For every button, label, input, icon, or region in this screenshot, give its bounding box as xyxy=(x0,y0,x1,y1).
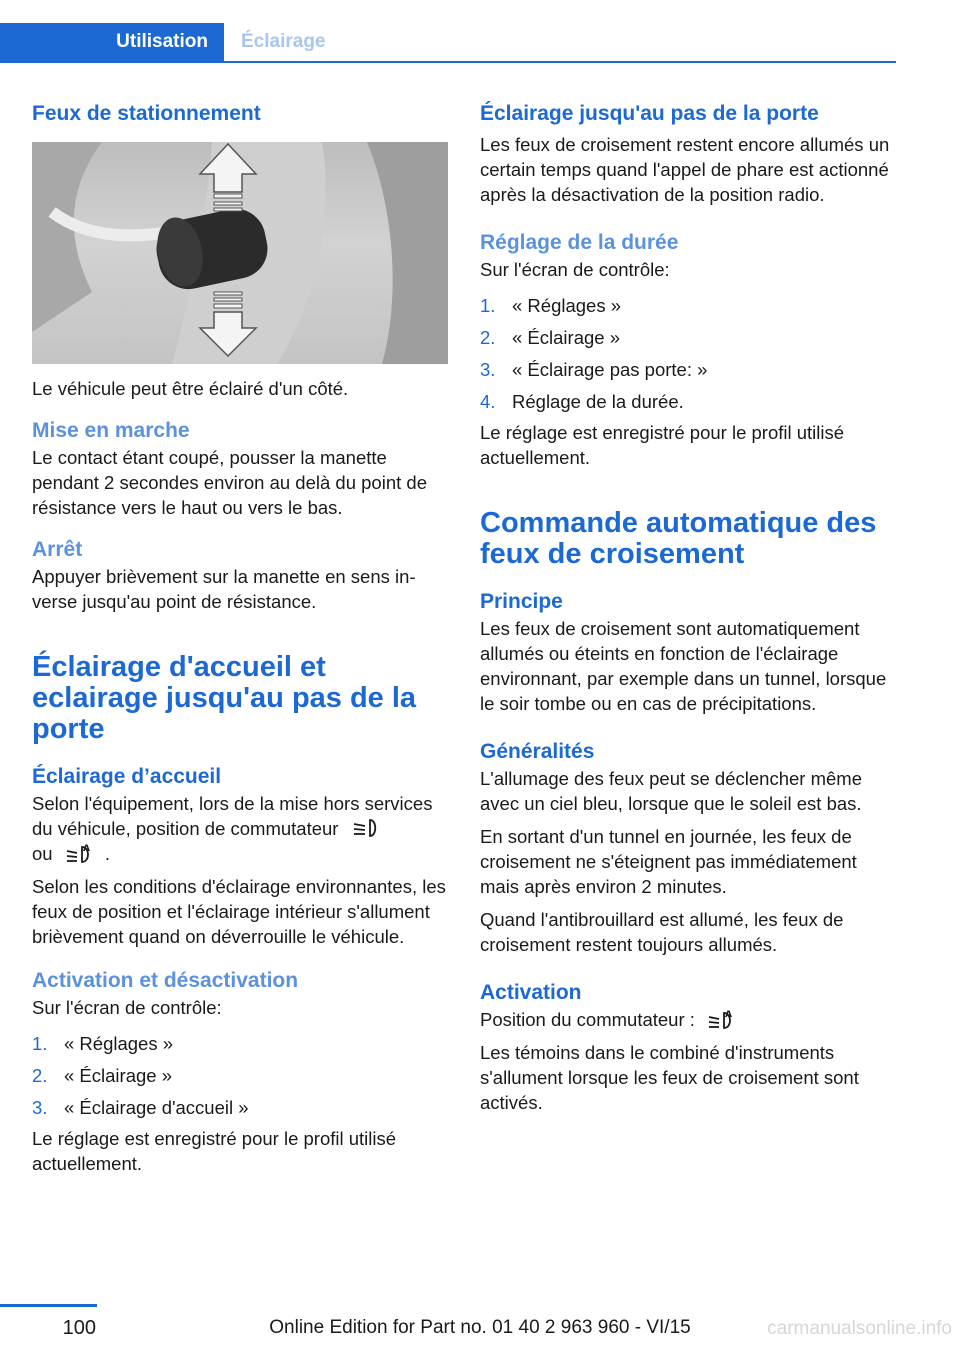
footer-edition: Online Edition for Part no. 01 40 2 963 960 - VI/15 xyxy=(269,1317,691,1338)
welcome-text-part-c: . xyxy=(104,843,110,864)
door-light-title: Éclairage jusqu'au pas de la porte xyxy=(480,102,819,125)
auto-beam-section-heading: Commande automatique des feux de croisement xyxy=(480,507,877,570)
welcome-light-title: Éclairage d’accueil xyxy=(32,765,222,788)
svg-text:A: A xyxy=(725,1010,733,1020)
step-number: 1. xyxy=(32,1033,48,1054)
duration-intro: Sur l'écran de contrôle: xyxy=(480,259,670,280)
list-item xyxy=(480,290,896,322)
duration-title: Réglage de la durée xyxy=(480,231,679,254)
list-item xyxy=(480,322,896,354)
activation-note: Le réglage est enregistré pour le profil utilisé actuellement. xyxy=(32,1128,397,1174)
low-beam-icon xyxy=(350,817,380,839)
page-number: 100 xyxy=(62,1317,96,1339)
general-text-1: L'allumage des feux peut se déclencher même avec un ciel bleu, lorsque que le soleil est bas. xyxy=(480,768,862,814)
welcome-section-heading: Éclairage d'accueil et eclairage jusqu'au pas de la porte xyxy=(32,651,417,745)
auto-activation-text-1 xyxy=(480,1007,896,1032)
switch-position-label: Position du commutateur : xyxy=(480,1009,695,1030)
step-number: 2. xyxy=(480,327,496,348)
parking-caption: Le véhicule peut être éclairé d'un côté. xyxy=(32,378,349,399)
list-item xyxy=(32,1028,448,1060)
step-text: « Réglages » xyxy=(512,295,622,316)
left-column xyxy=(32,100,448,1176)
stalk-photo xyxy=(32,142,448,364)
door-light-text: Les feux de croisement restent encore allumés un certain temps quand l'appel de phare est actionné après la désactivation de la position radio. xyxy=(480,134,890,205)
step-number: 1. xyxy=(480,295,496,316)
list-item xyxy=(480,354,896,386)
step-text: « Éclairage » xyxy=(64,1065,172,1086)
list-item xyxy=(32,1060,448,1092)
parking-lights-title: Feux de stationnement xyxy=(32,102,261,125)
step-text: Réglage de la durée. xyxy=(512,391,684,412)
general-text-3: Quand l'antibrouillard est allumé, les feux de croisement restent toujours allumés. xyxy=(480,909,844,955)
welcome-light-text-1 xyxy=(32,791,448,866)
step-text: « Éclairage d'accueil » xyxy=(64,1097,249,1118)
svg-text:A: A xyxy=(82,844,90,854)
welcome-light-text-2: Selon les conditions d'éclairage environnantes, les feux de position et l'éclairage intérieur s'allument brièvement quand on déverrouille le véhicule. xyxy=(32,876,446,947)
activation-deactivation-title: Activation et désactivation xyxy=(32,969,299,992)
principle-title: Principe xyxy=(480,590,563,613)
auto-light-icon xyxy=(706,1008,736,1030)
switch-off-title: Arrêt xyxy=(32,538,83,561)
step-number: 2. xyxy=(32,1065,48,1086)
tab-eclairage: Éclairage xyxy=(241,31,326,52)
auto-activation-title: Activation xyxy=(480,981,582,1004)
step-text: « Éclairage pas porte: » xyxy=(512,359,708,380)
step-text: « Réglages » xyxy=(64,1033,174,1054)
switch-on-text: Le contact étant coupé, pousser la manette pendant 2 secondes environ au delà du point de résistance vers le haut ou vers le bas. xyxy=(32,447,427,518)
page-header xyxy=(0,23,896,63)
tab-utilisation: Utilisation xyxy=(0,23,224,61)
right-column xyxy=(480,100,896,1115)
list-item xyxy=(32,1092,448,1124)
principle-text: Les feux de croisement sont automatiquement allumés ou éteints en fonction de l'éclairage environnant, par exemple dans un tunnel, lorsque le soir tombe ou en cas de précipitations. xyxy=(480,618,887,714)
switch-off-text: Appuyer brièvement sur la manette en sens inverse jusqu'au point de résistance. xyxy=(32,566,416,612)
duration-note: Le réglage est enregistré pour le profil utilisé actuellement. xyxy=(480,422,845,468)
switch-on-title: Mise en marche xyxy=(32,419,190,442)
welcome-steps-list xyxy=(32,1028,448,1124)
activation-intro: Sur l'écran de contrôle: xyxy=(32,997,222,1018)
duration-steps-list xyxy=(480,290,896,418)
auto-light-icon xyxy=(64,842,94,864)
footer-accent-line xyxy=(0,1304,97,1307)
welcome-text-part-b: ou xyxy=(32,843,53,864)
step-number: 3. xyxy=(480,359,496,380)
watermark: carmanualsonline.info xyxy=(767,1318,952,1339)
welcome-text-part-a: Selon l'équipement, lors de la mise hors services du véhicule, position de commutateur xyxy=(32,793,433,839)
step-text: « Éclairage » xyxy=(512,327,620,348)
auto-activation-text-2: Les témoins dans le combiné d'instruments s'allument lorsque les feux de croisement sont activés. xyxy=(480,1042,859,1113)
general-text-2: En sortant d'un tunnel en journée, les feux de croisement ne s'éteignent pas immédiatement mais après environ 2 minutes. xyxy=(480,826,857,897)
list-item xyxy=(480,386,896,418)
step-number: 3. xyxy=(32,1097,48,1118)
general-title: Généralités xyxy=(480,740,595,763)
step-number: 4. xyxy=(480,391,496,412)
